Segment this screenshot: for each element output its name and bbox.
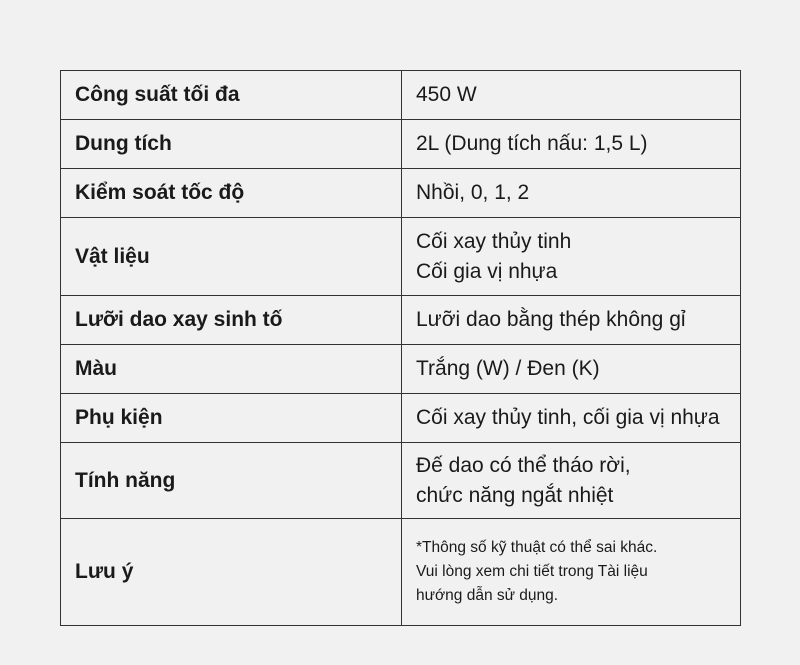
spec-value-line: 2L (Dung tích nấu: 1,5 L)	[416, 132, 648, 155]
spec-value	[402, 71, 741, 120]
spec-row-speed-control	[61, 169, 741, 218]
spec-label: Dung tích	[61, 120, 402, 169]
spec-value-line: Lưỡi dao bằng thép không gỉ	[416, 308, 686, 331]
spec-row-material	[61, 218, 741, 296]
spec-row-note	[61, 519, 741, 626]
spec-value-line: Đế dao có thể tháo rời,	[416, 453, 631, 477]
spec-value	[402, 218, 741, 296]
spec-row-max-power	[61, 71, 741, 120]
spec-label: Tính năng	[61, 443, 402, 519]
spec-value-line: Cối xay thủy tinh	[416, 229, 572, 253]
spec-label: Công suất tối đa	[61, 71, 402, 120]
spec-value	[402, 345, 741, 394]
spec-label: Kiểm soát tốc độ	[61, 169, 402, 218]
spec-value	[402, 120, 741, 169]
spec-value-line: Cối xay thủy tinh, cối gia vị nhựa	[416, 406, 720, 429]
spec-note-line: Vui lòng xem chi tiết trong Tài liệu	[416, 563, 648, 580]
spec-note-line: hướng dẫn sử dụng.	[416, 587, 559, 604]
spec-row-features	[61, 443, 741, 519]
spec-label: Lưỡi dao xay sinh tố	[61, 296, 402, 345]
spec-row-color	[61, 345, 741, 394]
spec-table	[60, 70, 741, 626]
spec-label: Phụ kiện	[61, 394, 402, 443]
spec-value-line: 450 W	[416, 83, 477, 106]
spec-row-capacity	[61, 120, 741, 169]
spec-value	[402, 394, 741, 443]
spec-value	[402, 443, 741, 519]
spec-label: Màu	[61, 345, 402, 394]
spec-value-line: Trắng (W) / Đen (K)	[416, 357, 600, 380]
spec-value-line: chức năng ngắt nhiệt	[416, 483, 614, 507]
spec-row-blade	[61, 296, 741, 345]
spec-value-line: Nhồi, 0, 1, 2	[416, 181, 530, 204]
spec-label: Vật liệu	[61, 218, 402, 296]
spec-note-line: *Thông số kỹ thuật có thể sai khác.	[416, 539, 658, 556]
spec-label: Lưu ý	[61, 519, 402, 626]
spec-value-line: Cối gia vị nhựa	[416, 259, 558, 283]
spec-value	[402, 296, 741, 345]
spec-value	[402, 519, 741, 626]
spec-row-accessories	[61, 394, 741, 443]
spec-value	[402, 169, 741, 218]
